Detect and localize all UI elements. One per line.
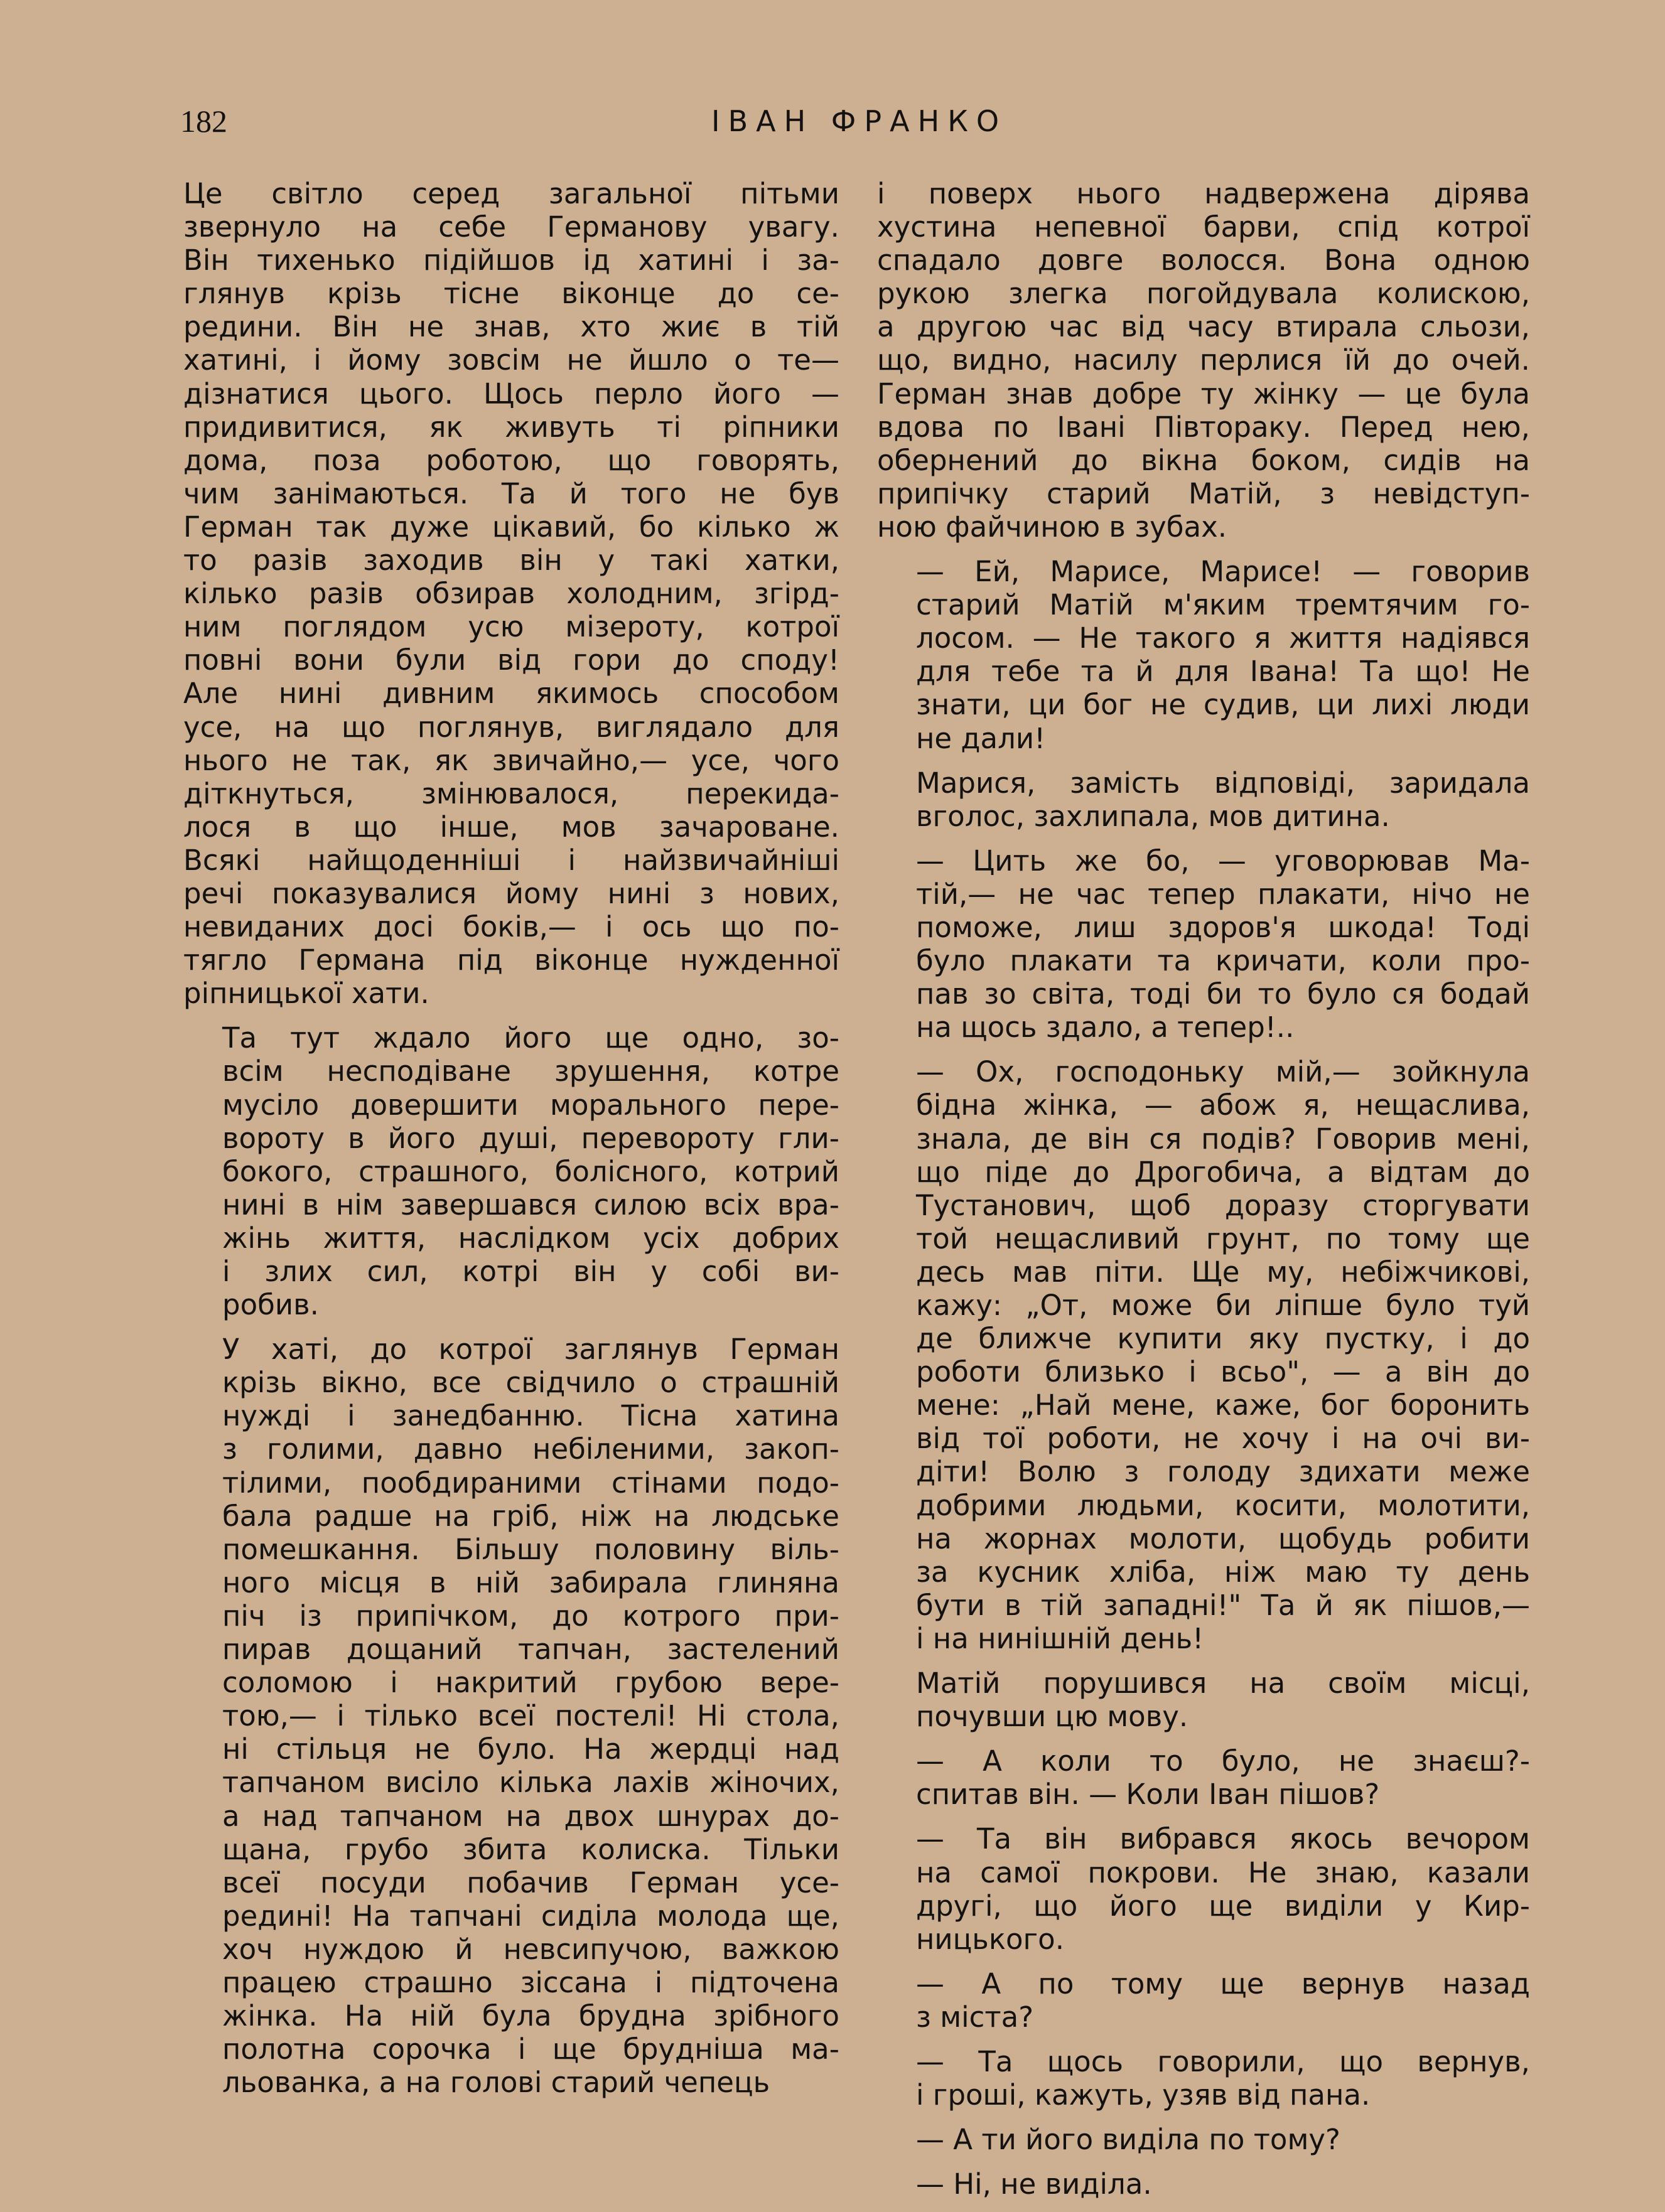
text-line: то разів заходив він у такі хатки, [183, 544, 839, 577]
text-line: тягло Германа під віконце нужденної [183, 943, 839, 977]
text-line: ного місця в ній забирала глиняна [222, 1565, 839, 1599]
text-line: ним поглядом усю мізероту, котрої [183, 610, 839, 644]
text-line: повні вони були від гори до споду! [183, 643, 839, 677]
text-line: мене: „Най мене, каже, бог боронить [916, 1388, 1530, 1422]
text-line: за кусник хліба, ніж маю ту день [916, 1555, 1530, 1589]
text-line: старий Матій м'яким тремтячим го- [916, 588, 1530, 622]
text-line: бокого, страшного, болісного, котрий [222, 1154, 839, 1188]
paragraph [183, 177, 839, 1010]
text-line: речі показувалися йому нині з нових, [183, 876, 839, 910]
text-line: діткнуться, змінювалося, перекида- [183, 776, 839, 810]
text-line: Герман знав добре ту жінку — це була [877, 377, 1530, 411]
text-line: від тої роботи, не хочу і на очі ви- [916, 1422, 1530, 1456]
paragraph [877, 2045, 1530, 2112]
text-line: хатині, і йому зовсім не йшло о те— [183, 343, 839, 377]
text-line: крізь вікно, все свідчило о страшній [222, 1366, 839, 1400]
text-line: той нещасливий грунт, по тому ще [916, 1221, 1530, 1255]
text-line: нужді і занедбанню. Тісна хатина [222, 1399, 839, 1433]
text-line: щана, грубо збита колиска. Тільки [222, 1832, 839, 1866]
text-line: з міста? [916, 2000, 1034, 2034]
text-line: робив. [222, 1288, 319, 1322]
text-line: Марися, замість відповіді, заридала [916, 766, 1530, 800]
text-line: бала радше на гріб, ніж на людське [222, 1499, 839, 1533]
text-line: і поверх нього надвержена дірява [877, 177, 1530, 210]
text-line: не дали! [916, 721, 1046, 755]
paragraph [877, 555, 1530, 755]
text-line: всім несподіване зрушення, котре [222, 1055, 839, 1088]
text-line: де ближче купити яку пустку, і до [916, 1322, 1530, 1356]
text-line: поможе, лиш здоров'я шкода! Тоді [916, 910, 1530, 944]
text-line: тапчаном висіло кілька лахів жіночих, [222, 1766, 839, 1800]
paragraph [877, 177, 1530, 544]
text-line: спадало довге волосся. Вона одною [877, 244, 1530, 277]
text-line: на самої покрови. Не знаю, казали [916, 1855, 1530, 1889]
text-line: припічку старий Матій, з невідступ- [877, 476, 1530, 510]
text-line: Герман так дуже цікавий, бо кілько ж [183, 510, 839, 544]
text-line: нього не так, як звичайно,— усе, чого [183, 743, 839, 777]
text-line: полотна сорочка і ще брудніша ма- [222, 2032, 839, 2066]
text-line: глянув крізь тісне віконце до се- [183, 277, 839, 311]
text-line: обернений до вікна боком, сидів на [877, 443, 1530, 477]
text-line: жінка. На ній була брудна зрібного [222, 1999, 839, 2033]
text-line: а другою час від часу втирала сльози, [877, 310, 1530, 344]
text-line: ріпницької хати. [183, 977, 429, 1011]
text-line: У хаті, до котрої заглянув Герман [222, 1333, 839, 1366]
text-line: чим занімаються. Та й того не був [183, 476, 839, 510]
text-line: вдова по Івані Півтораку. Перед нею, [877, 410, 1530, 444]
text-line: Це світло серед загальної пітьми [183, 177, 839, 210]
text-line: — Цить же бо, — уговорював Ма- [916, 844, 1530, 878]
text-line: Але нині дивним якимось способом [183, 677, 839, 711]
left-column [183, 177, 839, 2110]
text-line: на жорнах молоти, щобудь робити [916, 1522, 1530, 1555]
text-line: вголос, захлипала, мов дитина. [916, 799, 1390, 833]
text-line: редини. Він не знав, хто жиє в тій [183, 310, 839, 344]
text-line: добрими людьми, косити, молотити, [916, 1488, 1530, 1522]
text-line: знала, де він ся подів? Говорив мені, [916, 1122, 1530, 1156]
text-line: бідна жінка, — абож я, нещаслива, [916, 1088, 1530, 1122]
text-line: тій,— не час тепер плакати, нічо не [916, 877, 1530, 911]
text-line: — А коли то було, не знаєш?- [916, 1744, 1530, 1778]
text-line: хустина непевної барви, спід котрої [877, 210, 1530, 244]
text-line: жінь життя, наслідком усіх добрих [222, 1221, 839, 1255]
text-line: — Ні, не виділа. [916, 2167, 1152, 2201]
text-line: було плакати та кричати, коли про- [916, 944, 1530, 978]
text-line: і злих сил, котрі він у собі ви- [222, 1255, 839, 1288]
text-line: Тустанович, щоб доразу сторгувати [916, 1188, 1530, 1222]
text-line: Та тут ждало його ще одно, зо- [222, 1021, 839, 1055]
text-line: кілько разів обзирав холодним, згірд- [183, 577, 839, 611]
running-head: ІВАН ФРАНКО [711, 104, 1008, 138]
text-line: почувши цю мову. [916, 1700, 1188, 1734]
text-line: тілими, пообдираними стінами подо- [222, 1466, 839, 1500]
paragraph [877, 1055, 1530, 1655]
text-line: для тебе та й для Івана! Та що! Не [916, 655, 1530, 689]
paragraph [877, 766, 1530, 833]
text-line: що, видно, насилу перлися їй до очей. [877, 343, 1530, 377]
text-line: лосом. — Не такого я життя надіявся [916, 621, 1530, 655]
text-line: усе, на що поглянув, виглядало для [183, 710, 839, 744]
text-line: з голими, давно небіленими, закоп- [222, 1432, 839, 1466]
text-line: нині в нім завершався силою всіх вра- [222, 1188, 839, 1221]
text-line: роботи близько і всьо", — а він до [916, 1355, 1530, 1389]
page-number: 182 [180, 104, 227, 139]
text-line: діти! Волю з голоду здихати меже [916, 1455, 1530, 1489]
text-line: пав зо світа, тоді би то було ся бодай [916, 977, 1530, 1011]
text-line: мусіло довершити морального пере- [222, 1088, 839, 1122]
paragraph [877, 844, 1530, 1044]
text-line: знати, ци бог не судив, ци лихі люди [916, 688, 1530, 722]
text-line: другі, що його ще виділи у Кир- [916, 1889, 1530, 1923]
text-line: працею страшно зіссана і підточена [222, 1965, 839, 1999]
text-line: — Та щось говорили, що вернув, [916, 2044, 1530, 2078]
text-line: — А по тому ще вернув назад [916, 1967, 1530, 2000]
text-line: — А ти його виділа по тому? [916, 2123, 1340, 2157]
text-line: вороту в його душі, перевороту гли- [222, 1121, 839, 1155]
text-line: редині! На тапчані сиділа молода ще, [222, 1899, 839, 1933]
text-line: звернуло на себе Германову увагу. [183, 210, 839, 244]
text-line: льованка, а на голові старий чепець [222, 2066, 770, 2100]
text-line: Всякі найщоденніші і найзвичайніші [183, 843, 839, 877]
text-line: невиданих досі боків,— і ось що по- [183, 910, 839, 944]
text-line: пирав дощаний тапчан, застелений [222, 1633, 839, 1667]
paragraph [183, 1021, 839, 1321]
text-line: ною файчиною в зубах. [877, 510, 1227, 544]
text-line: хоч нуждою й невсипучою, важкою [222, 1932, 839, 1966]
text-line: лося в що інше, мов зачароване. [183, 810, 839, 844]
text-line: всеї посуди побачив Герман усе- [222, 1866, 839, 1899]
text-line: тою,— і тілько всеї постелі! Ні стола, [222, 1699, 839, 1733]
text-line: придивитися, як живуть ті ріпники [183, 410, 839, 444]
text-line: ні стільця не було. На жердці над [222, 1732, 839, 1766]
text-line: соломою і накритий грубою вере- [222, 1666, 839, 1700]
text-line: і гроші, кажуть, узяв від пана. [916, 2078, 1371, 2112]
text-line: — Та він вибрався якось вечором [916, 1822, 1530, 1856]
text-line: рукою злегка погойдувала колискою, [877, 277, 1530, 311]
text-line: піч із припічком, до котрого при- [222, 1599, 839, 1633]
text-line: дома, поза роботою, що говорять, [183, 443, 839, 477]
text-line: ницького. [916, 1922, 1065, 1956]
text-line: десь мав піти. Ще му, небіжчикові, [916, 1255, 1530, 1289]
text-line: а над тапчаном на двох шнурах до- [222, 1799, 839, 1833]
text-line: — Ох, господоньку мій,— зойкнула [916, 1055, 1530, 1089]
text-line: що піде до Дрогобича, а відтам до [916, 1155, 1530, 1189]
text-line: бути в тій западні!" Та й як пішов,— [916, 1588, 1530, 1622]
text-line: на щось здало, а тепер!.. [916, 1011, 1295, 1044]
text-line: Матій порушився на своїм місці, [916, 1667, 1530, 1700]
paragraph [877, 1822, 1530, 1955]
text-line: Він тихенько підійшов ід хатині і за- [183, 244, 839, 277]
text-line: помешкання. Більшу половину віль- [222, 1532, 839, 1566]
text-line: кажу: „От, може би ліпше було туй [916, 1289, 1530, 1322]
text-line: і на нинішній день! [916, 1621, 1204, 1655]
paragraph [877, 1667, 1530, 1733]
paragraph [183, 1333, 839, 2099]
paragraph [877, 2123, 1530, 2156]
text-line: дізнатися цього. Щось перло його — [183, 377, 839, 411]
right-column [877, 177, 1530, 2212]
paragraph [877, 1744, 1530, 1811]
text-line: — Ей, Марисе, Марисе! — говорив [916, 555, 1530, 589]
paragraph [877, 1967, 1530, 2034]
text-line: спитав він. — Коли Іван пішов? [916, 1778, 1380, 1812]
